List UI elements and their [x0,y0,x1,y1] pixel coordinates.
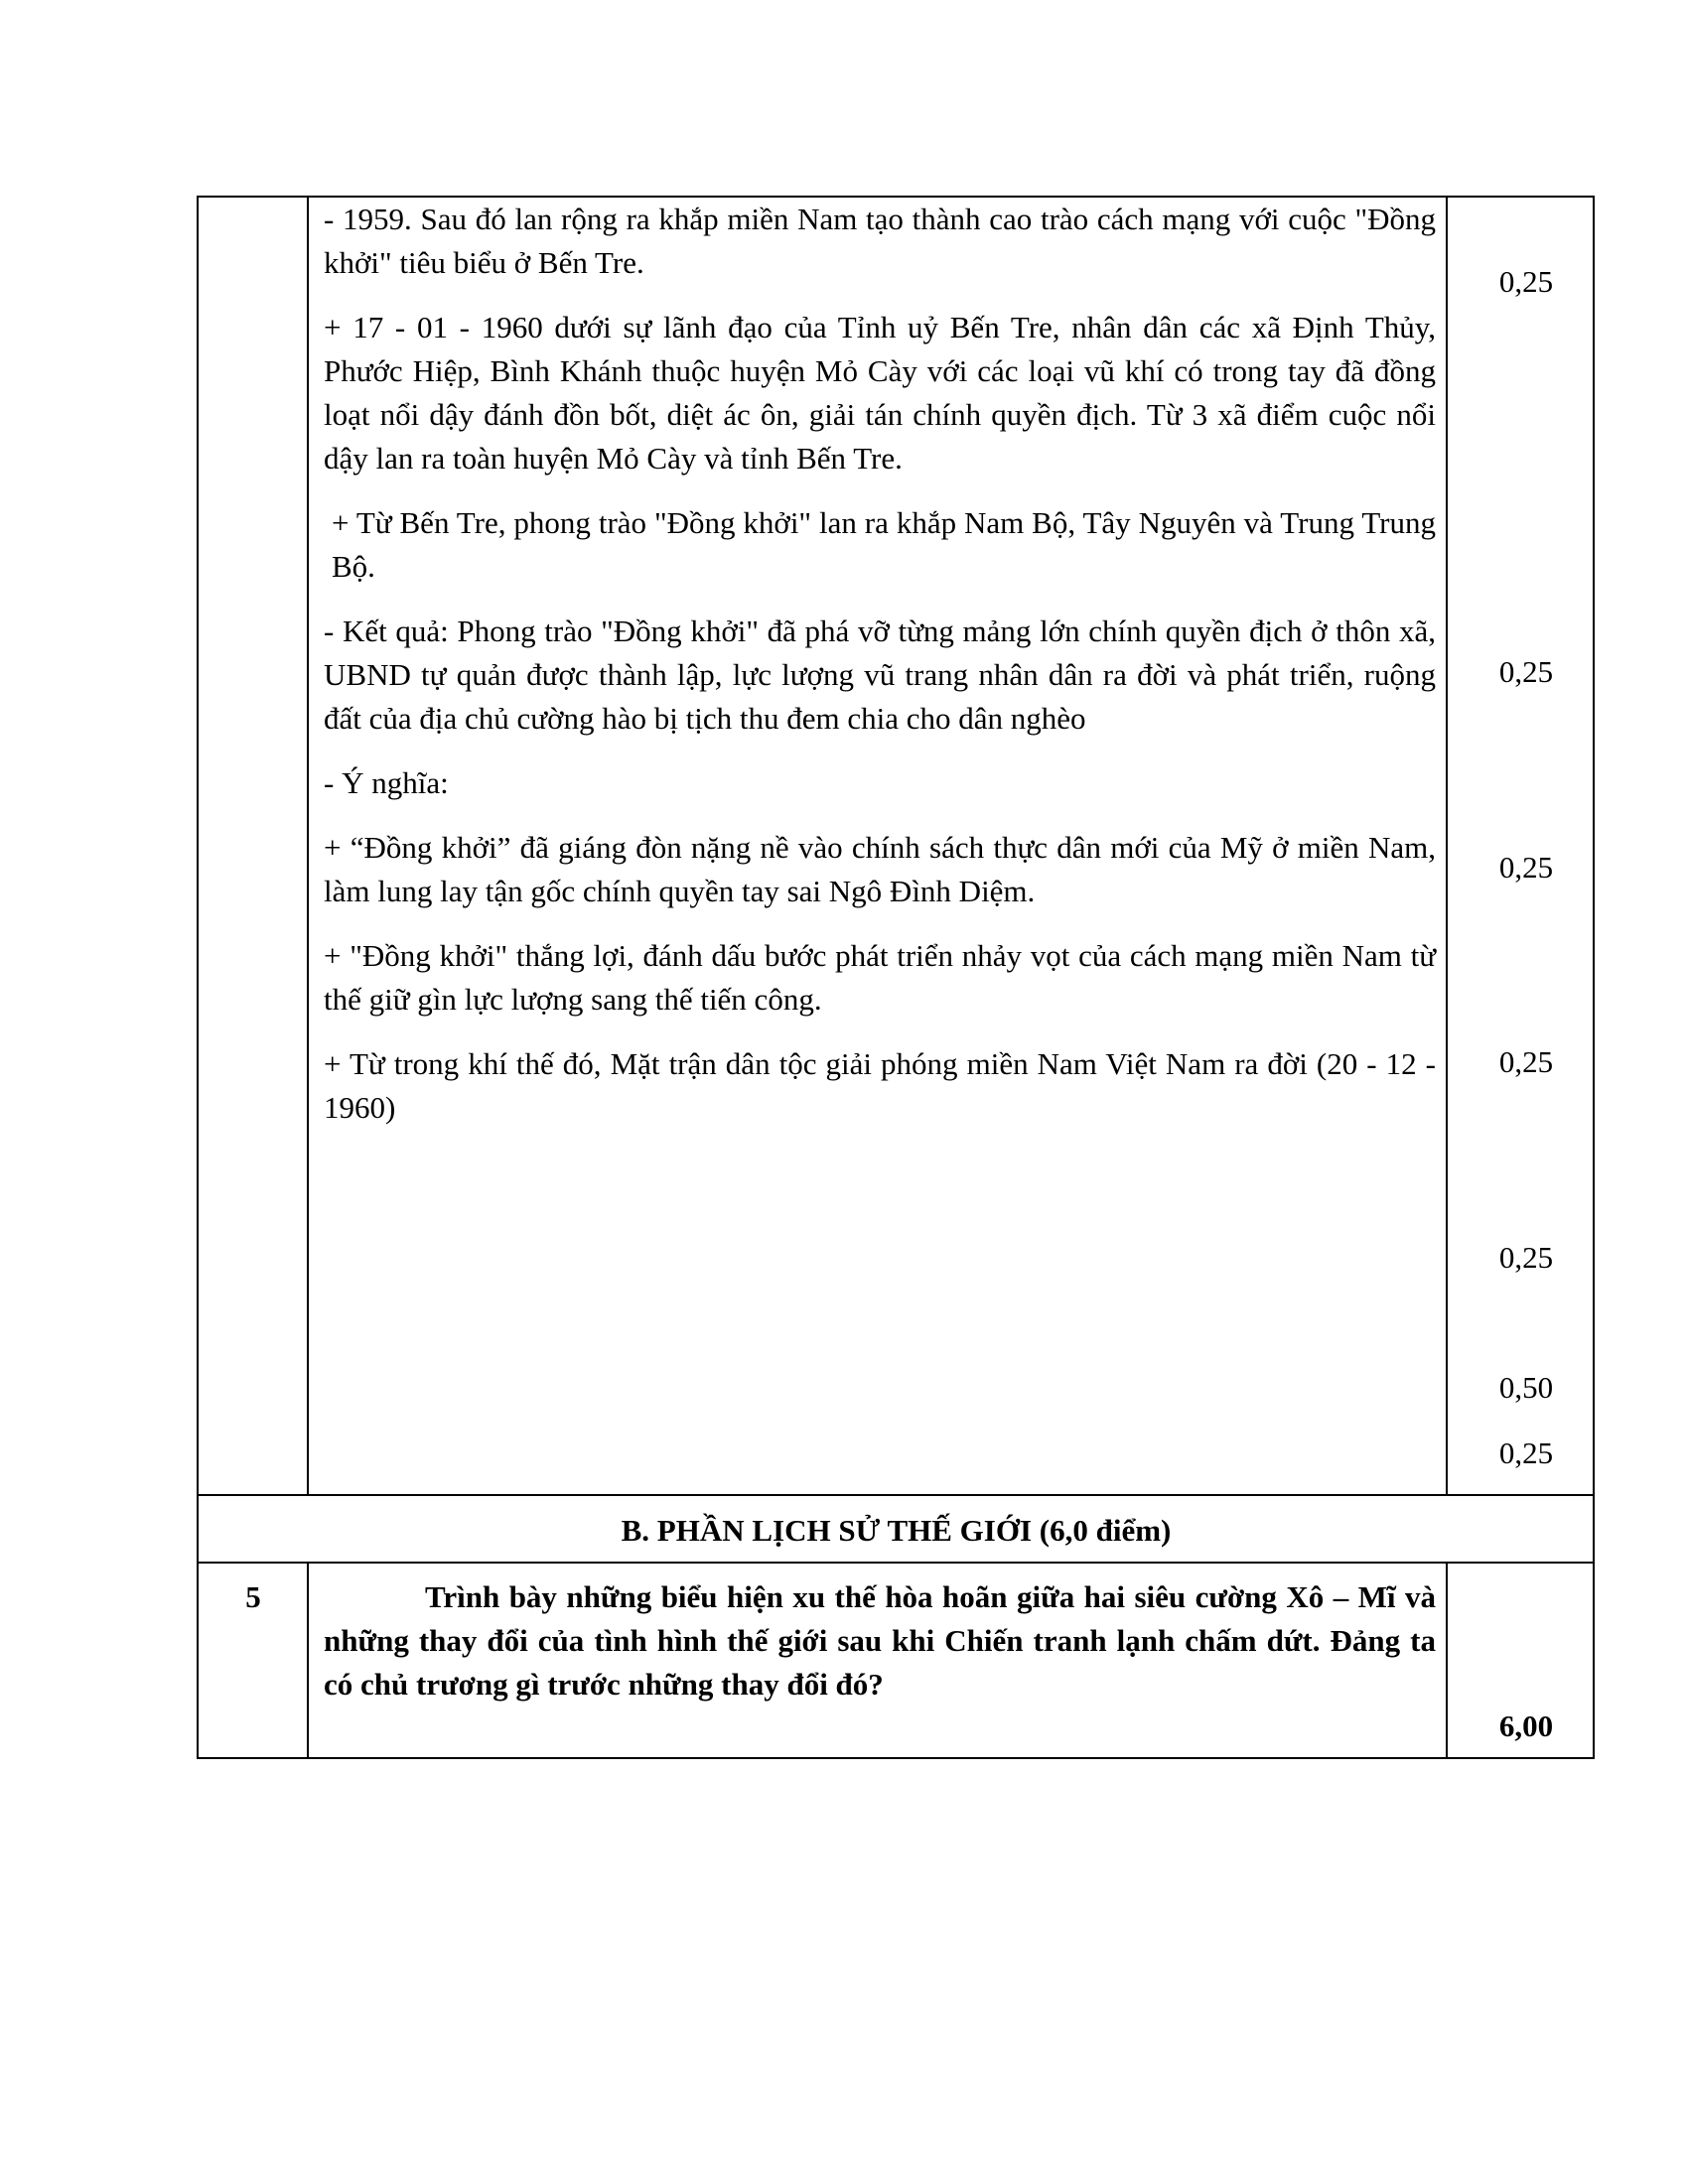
table-bottom-border [197,1757,1595,1759]
section-b-top-border [197,1494,1595,1496]
answer-paragraph: + “Đồng khởi” đã giáng đòn nặng nề vào chính sách thực dân mới của Mỹ ở miền Nam, làm lung lay tận gốc chính quyền tay sai Ngô Đình Diệm. [324,830,1436,908]
question-row-top-border [197,1562,1595,1564]
question-score: 6,00 [1498,1708,1554,1743]
answer-content [324,198,1436,1151]
score-value: 0,50 [1498,1370,1554,1405]
answer-paragraph: + Từ trong khí thế đó, Mặt trận dân tộc giải phóng miền Nam Việt Nam ra đời (20 - 12 - 1960) [324,1046,1436,1125]
column-divider-2-upper [1446,196,1448,1496]
score-value: 0,25 [1498,850,1554,885]
answer-paragraph: - Kết quả: Phong trào "Đồng khởi" đã phá vỡ từng mảng lớn chính quyền địch ở thôn xã, UBND tự quản được thành lập, lực lượng vũ trang nhân dân ra đời và phát triển, ruộng đất của địa chủ cường hào bị tịch thu đem chia cho dân nghèo [324,614,1436,736]
answer-paragraph: - 1959. Sau đó lan rộng ra khắp miền Nam tạo thành cao trào cách mạng với cuộc "Đồng khởi" tiêu biểu ở Bến Tre. [324,202,1436,280]
question-number: 5 [245,1579,261,1614]
answer-paragraph: + 17 - 01 - 1960 dưới sự lãnh đạo của Tỉnh uỷ Bến Tre, nhân dân các xã Định Thủy, Phước Hiệp, Bình Khánh thuộc huyện Mỏ Cày với các loại vũ khí có trong tay đã đồng loạt nổi dậy đánh đồn bốt, diệt ác ôn, giải tán chính quyền địch. Từ 3 xã điểm cuộc nổi dậy lan ra toàn huyện Mỏ Cày và tỉnh Bến Tre. [324,310,1436,476]
section-b-title: B. PHẦN LỊCH SỬ THẾ GIỚI (6,0 điểm) [621,1513,1172,1548]
score-value: 0,25 [1498,1240,1554,1275]
column-divider-1-upper [307,196,309,1496]
question-text: Trình bày những biểu hiện xu thế hòa hoãn giữa hai siêu cường Xô – Mĩ và những thay đổi của tình hình thế giới sau khi Chiến tranh lạnh chấm dứt. Đảng ta có chủ trương gì trước những thay đổi đó? [324,1579,1436,1702]
score-value: 0,25 [1498,264,1554,299]
answer-paragraph: + "Đồng khởi" thắng lợi, đánh dấu bước phát triển nhảy vọt của cách mạng miền Nam từ thế giữ gìn lực lượng sang thế tiến công. [324,938,1436,1017]
answer-paragraph: - Ý nghĩa: [324,765,449,800]
score-value: 0,25 [1498,1435,1554,1470]
score-value: 0,25 [1498,1044,1554,1079]
answer-paragraph: + Từ Bến Tre, phong trào "Đồng khởi" lan ra khắp Nam Bộ, Tây Nguyên và Trung Trung Bộ. [332,505,1436,584]
score-value: 0,25 [1498,654,1554,689]
column-divider-2-lower [1446,1562,1448,1759]
